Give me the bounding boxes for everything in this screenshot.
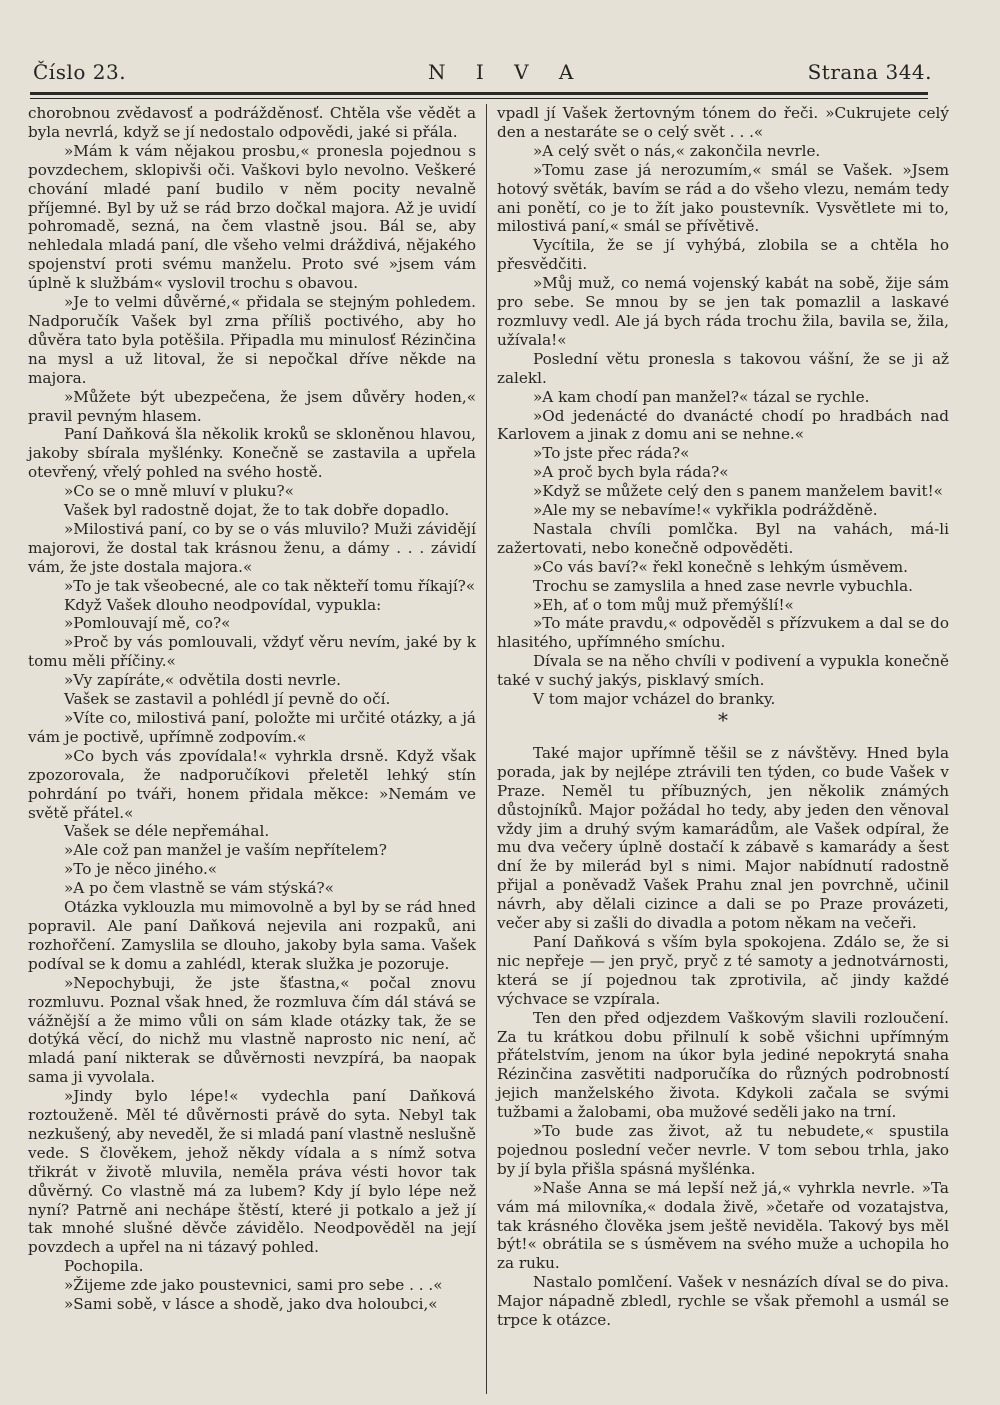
paragraph: Poslední větu pronesla s takovou vášní, že se ji až zalekl. bbox=[497, 349, 949, 387]
paragraph: »Naše Anna se má lepší než já,« vyhrkla nevrle. »Ta vám má milovníka,« dodala živě, »četaře od vozatajstva, tak krásného člověka jsem ještě neviděla. Takový bys měl být!« obrátila se s úsměvem na svého muže a uchopila ho za ruku. bbox=[497, 1178, 949, 1273]
paragraph: Vašek se déle nepřemáhal. bbox=[64, 822, 270, 841]
paragraph: »Můžete být ubezpečena, že jsem důvěry hoden,« pravil pevným hlasem. bbox=[28, 387, 476, 425]
paragraph: »Mám k vám nějakou prosbu,« pronesla pojednou s povzdechem, sklopivši oči. Vaškovi bylo nevolno. Veškeré chování mladé paní budilo v něm pocity nevalně příjemné. Byl by už se rád brzo dočkal majora. Až je uvidí pohromadě, sezná, na čem vlastně jsou. Bál se, aby nehledala mladá paní, dle všeho velmi dráždivá, nějakého spojenství proti svému manželu. Proto své »jsem vám úplně k službám« vyslovil trochu s obavou. bbox=[28, 141, 476, 293]
paragraph: »Proč by vás pomlouvali, vždyť věru nevím, jaké by k tomu měli příčiny.« bbox=[28, 633, 476, 671]
paragraph: »Vy zapíráte,« odvětila dosti nevrle. bbox=[64, 671, 341, 690]
paragraph: »Tomu zase já nerozumím,« smál se Vašek. »Jsem hotový světák, bavím se rád a do všeho vlezu, nemám tedy ani ponětí, co je to žít jako poustevník. Vysvětlete mi to, milostivá paní,« smál se přívětivě. bbox=[497, 160, 949, 236]
paragraph: Trochu se zamyslila a hned zase nevrle vybuchla. bbox=[533, 576, 913, 595]
paragraph: V tom major vcházel do branky. bbox=[533, 690, 776, 709]
paragraph: »To bude zas život, až tu nebudete,« spustila pojednou poslední večer nevrle. V tom sebou trhla, jako by jí byla přišla spásná myšlénka. bbox=[497, 1122, 949, 1178]
paragraph: chorobnou zvědavosť a podrážděnosť. Chtěla vše vědět a byla nevrlá, když se jí nedostalo odpovědi, jaké si přála. bbox=[28, 104, 476, 141]
paragraph: »To je něco jiného.« bbox=[64, 860, 218, 879]
paragraph: »To je tak všeobecné, ale co tak někteří tomu říkají?« bbox=[64, 576, 476, 595]
paragraph: »Když se můžete celý den s panem manželem bavit!« bbox=[533, 482, 943, 501]
column-divider bbox=[486, 104, 487, 1394]
left-column bbox=[28, 104, 476, 1314]
header-rule-thick bbox=[30, 92, 928, 95]
paragraph: »Je to velmi důvěrné,« přidala se stejným pohledem. Nadporučík Vašek byl zrna příliš poctivého, aby ho důvěra tato byla potěšila. Připadla mu minulosť Rézinčina na mysl a už litoval, že si nepočkal dříve někde na majora. bbox=[28, 293, 476, 387]
paragraph: »To jste přec ráda?« bbox=[533, 444, 690, 463]
paragraph: »A po čem vlastně se vám stýská?« bbox=[64, 879, 334, 898]
separator-gap bbox=[497, 734, 949, 744]
paragraph: Vašek se zastavil a pohlédl jí pevně do očí. bbox=[64, 690, 391, 709]
issue-number: Číslo 23. bbox=[33, 60, 127, 84]
paragraph: »Žijeme zde jako poustevnici, sami pro sebe . . .« bbox=[64, 1276, 443, 1295]
publication-title: N I V A bbox=[428, 60, 586, 84]
paragraph: »Milostivá paní, co by se o vás mluvilo? Muži závidějí majorovi, že dostal tak krásnou ženu, a dámy . . . závidí vám, že jste dostala majora.« bbox=[28, 519, 476, 576]
paragraph: »Od jedenácté do dvanácté chodí po hradbách nad Karlovem a jinak z domu ani se nehne.« bbox=[497, 406, 949, 444]
paragraph: »Co bych vás zpovídala!« vyhrkla drsně. Když však zpozorovala, že nadporučíkovi přeletěl lehký stín pohrdání po tváři, honem přidala měkce: »Nemám ve světě přátel.« bbox=[28, 746, 476, 822]
paragraph: »Ale což pan manžel je vaším nepřítelem? bbox=[64, 841, 387, 860]
paragraph: Nastalo pomlčení. Vašek v nesnázích díval se do piva. Major nápadně zbledl, rychle se však přemohl a usmál se trpce k otázce. bbox=[497, 1273, 949, 1330]
paragraph: Vycítila, že se jí vyhýbá, zlobila se a chtěla ho přesvědčiti. bbox=[497, 236, 949, 274]
paragraph: »Ale my se nebavíme!« vykřikla podrážděně. bbox=[533, 501, 878, 520]
paragraph: Nastala chvíli pomlčka. Byl na vahách, má-li zažertovati, nebo konečně odpověděti. bbox=[497, 519, 949, 557]
paragraph: »To máte pravdu,« odpověděl s přízvukem a dal se do hlasitého, upřímného smíchu. bbox=[497, 614, 949, 652]
paragraph: »Nepochybuji, že jste šťastna,« počal znovu rozmluvu. Poznal však hned, že rozmluva čím dál stává se vážnější a že mimo vůli on sám klade otázky tak, že se dotýká věcí, do nichž mu vlastně naprosto nic není, ač mladá paní nikterak se důvěrnosti nevzpírá, ba naopak sama ji vyvolala. bbox=[28, 973, 476, 1087]
paragraph: »A celý svět o nás,« zakončila nevrle. bbox=[533, 141, 821, 160]
paragraph: »Můj muž, co nemá vojenský kabát na sobě, žije sám pro sebe. Se mnou by se jen tak pomazlil a laskavé rozmluvy vedl. Ale já bych ráda trochu žila, bavila se, žila, užívala!« bbox=[497, 274, 949, 349]
paragraph: »Pomlouvají mě, co?« bbox=[64, 614, 231, 633]
page-number: Strana 344. bbox=[807, 60, 932, 84]
paragraph: »A kam chodí pan manžel?« tázal se rychle. bbox=[533, 387, 870, 406]
paragraph: »Co vás baví?« řekl konečně s lehkým úsměvem. bbox=[533, 557, 908, 576]
paragraph: Ten den před odjezdem Vaškovým slavili rozloučení. Za tu krátkou dobu přilnulí k sobě všichni upřímným přátelstvím, jenom na úkor byla jediné nepokrytá snaha Rézinčina zasvětiti nadporučíka do různých podrobností jejich manželského života. Kdykoli začala se svými tužbami a žalobami, oba mužové seděli jako na trní. bbox=[497, 1008, 949, 1122]
paragraph: Dívala se na něho chvíli v podivení a vypukla konečně také v suchý jakýs, pisklavý smích. bbox=[497, 652, 949, 690]
paragraph: »Jindy bylo lépe!« vydechla paní Daňková roztouženě. Měl té důvěrnosti právě do syta. Nebyl tak nezkušený, aby neveděl, že si mladá paní vlastně neslušně vede. S člověkem, jehož někdy vídala a s nímž sotva třikrát v životě mluvila, neměla práva vésti hovor tak důvěrný. Co vlastně má za lubem? Kdy jí bylo lépe než nyní? Patrně ani nechápe štěstí, které ji potkalo a jež jí tak mnohé slušné děvče závidělo. Neodpověděl na její povzdech a upřel na ni tázavý pohled. bbox=[28, 1087, 476, 1257]
header-rule-thin bbox=[30, 98, 928, 99]
right-column bbox=[497, 104, 949, 1330]
paragraph: Také major upřímně těšil se z návštěvy. Hned byla porada, jak by nejlépe ztrávili ten týden, co bude Vašek v Praze. Neměl tu příbuzných, jen několik známých důstojníků. Major požádal ho tedy, aby jeden den věnoval vždy jim a druhý svým kamarádům, ale Vašek odpíral, že mu dva večery úplně dostačí k zábavě s kamarády a šest dní že by milerád byl s nimi. Major nabídnutí radostně přijal a poněvadž Vašek Prahu znal jen povrchně, učinil návrh, aby dělali cizince a dali se po Praze provázeti, večer aby si zašli do divadla a potom někam na večeři. bbox=[497, 743, 949, 933]
paragraph: Pochopila. bbox=[64, 1257, 144, 1276]
page-header bbox=[30, 56, 930, 92]
section-separator: * bbox=[718, 708, 728, 732]
paragraph: Vašek byl radostně dojat, že to tak dobře dopadlo. bbox=[64, 501, 450, 520]
paragraph: Paní Daňková s vším byla spokojena. Zdálo se, že si nic nepřeje — jen pryč, pryč z té samoty a jednotvárnosti, která se jí pojednou tak zprotivila, ač jindy každé výchvace se vzpírala. bbox=[497, 932, 949, 1008]
paragraph: Paní Daňková šla několik kroků se skloněnou hlavou, jakoby sbírala myšlénky. Konečně se zastavila a upřela otevřený, vřelý pohled na svého hostě. bbox=[28, 425, 476, 482]
paragraph: »Víte co, milostivá paní, položte mi určité otázky, a já vám je poctivě, upřímně zodpovím.« bbox=[28, 709, 476, 746]
paragraph: »Sami sobě, v lásce a shodě, jako dva holoubci,« bbox=[64, 1295, 438, 1314]
paragraph: vpadl jí Vašek žertovným tónem do řeči. »Cukrujete celý den a nestaráte se o celý svět . . .« bbox=[497, 104, 949, 141]
paragraph: »Eh, ať o tom můj muž přemýšlí!« bbox=[533, 595, 794, 614]
paragraph: »Co se o mně mluví v pluku?« bbox=[64, 482, 294, 501]
paragraph: »A proč bych byla ráda?« bbox=[533, 463, 729, 482]
paragraph: Otázka vyklouzla mu mimovolně a byl by se rád hned popravil. Ale paní Daňková nejevila ani rozpaků, ani rozhořčení. Zamyslila se dlouho, jakoby byla sama. Vašek podíval se k domu a zahlédl, kterak služka je pozoruje. bbox=[28, 898, 476, 973]
paragraph: Když Vašek dlouho neodpovídal, vypukla: bbox=[64, 595, 382, 614]
